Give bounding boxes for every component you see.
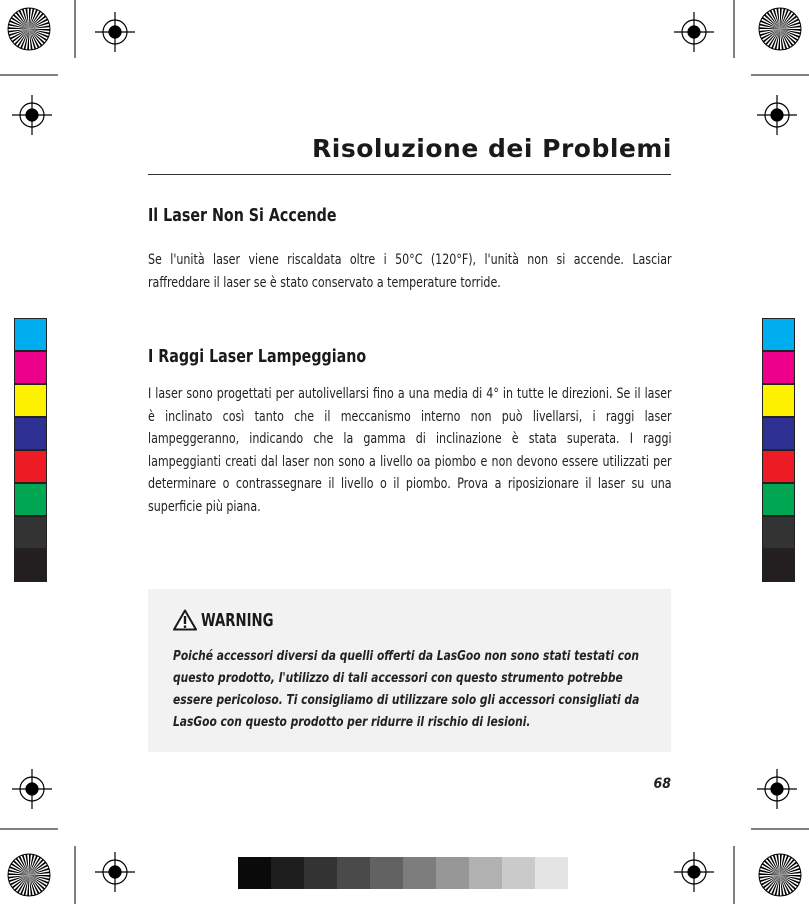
color-swatch	[14, 318, 47, 351]
gray-swatch	[535, 857, 568, 889]
color-swatch	[14, 384, 47, 417]
color-swatch	[14, 351, 47, 384]
gray-swatch	[304, 857, 337, 889]
color-swatch	[762, 384, 795, 417]
warning-text: Poiché accessori diversi da quelli offerti da LasGoo non sono stati testati con questo prodotto, l'utilizzo di tali accessori con questo strumento potrebbe essere pericoloso. Ti consigliamo di utilizzare solo gli accessori consigliati da LasGoo con questo prodotto per ridurre il rischio di lesioni.	[173, 648, 640, 730]
color-swatch	[762, 318, 795, 351]
starburst-mark	[8, 8, 50, 50]
section-body-laser-not-on: Se l'unità laser viene riscaldata oltre i 50°C (120°F), l'unità non si accende. Lasciar raffreddare il laser se è stato conservato a temperature torride.	[148, 252, 672, 291]
gray-swatch	[271, 857, 304, 889]
registration-mark	[674, 852, 714, 892]
registration-mark	[757, 95, 797, 135]
section-heading-laser-not-on: Il Laser Non Si Accende	[148, 205, 337, 226]
gray-swatch	[469, 857, 502, 889]
gray-swatch	[403, 857, 436, 889]
section-body-flashing-beams: I laser sono progettati per autolivellarsi fino a una media di 4° in tutte le direzioni. Se il laser è inclinato così tanto che il meccanismo interno non può livellarsi, i raggi laser lampeggeranno, indicando che la gamma di inclinazione è stata superata. I raggi lampeggianti creati dal laser non sono a livello oa piombo e non devono essere utilizzati per determinare o contrassegnare il livello o il piombo. Prova a riposizionare il laser su una superficie più piana.	[148, 386, 672, 515]
color-swatch	[14, 516, 47, 549]
gray-swatch	[370, 857, 403, 889]
gray-swatch	[436, 857, 469, 889]
registration-mark	[12, 769, 52, 809]
gray-swatch	[238, 857, 271, 889]
color-swatch	[762, 516, 795, 549]
registration-mark	[95, 852, 135, 892]
page-number: 68	[653, 776, 671, 792]
gray-swatch	[502, 857, 535, 889]
warning-box	[148, 589, 671, 752]
color-swatch	[762, 549, 795, 582]
registration-mark	[12, 95, 52, 135]
warning-label: WARNING	[201, 609, 274, 631]
section-heading-flashing-beams: I Raggi Laser Lampeggiano	[148, 346, 367, 367]
starburst-mark	[8, 854, 50, 896]
color-swatch	[762, 351, 795, 384]
gray-swatch	[337, 857, 370, 889]
title-divider	[148, 174, 671, 175]
registration-mark	[757, 769, 797, 809]
starburst-mark	[759, 854, 801, 896]
color-swatch	[14, 450, 47, 483]
color-swatch	[14, 417, 47, 450]
registration-mark	[95, 12, 135, 52]
page-title: Risoluzione dei Problemi	[312, 134, 672, 163]
registration-mark	[674, 12, 714, 52]
warning-header	[173, 609, 289, 631]
color-swatch	[762, 450, 795, 483]
color-swatch	[762, 483, 795, 516]
color-swatch	[14, 483, 47, 516]
starburst-mark	[759, 8, 801, 50]
color-swatch	[14, 549, 47, 582]
warning-triangle-icon	[173, 609, 197, 631]
color-swatch	[762, 417, 795, 450]
